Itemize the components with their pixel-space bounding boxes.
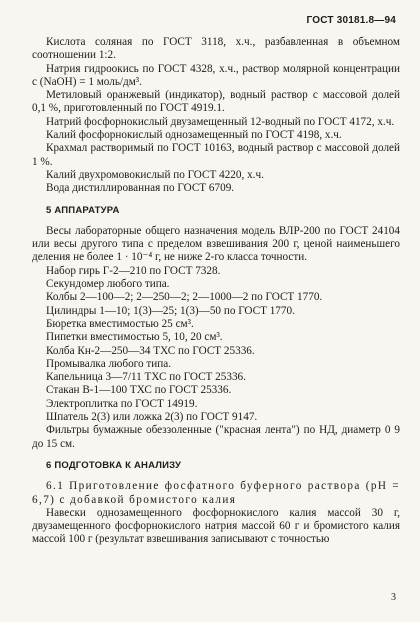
page-body (32, 36, 400, 547)
page-number: 3 (391, 592, 396, 603)
apparatus-item: Колба Кн-2—250—34 ТХС по ГОСТ 25336. (46, 344, 255, 357)
reagent-item: Кислота соляная по ГОСТ 3118, х.ч., разбавленная в объемном соотношении 1:2. (32, 36, 400, 62)
reagent-item: Калий двухромовокислый по ГОСТ 4220, х.ч. (46, 168, 264, 181)
apparatus-item: Шпатель 2(3) или ложка 2(3) по ГОСТ 9147. (46, 411, 258, 424)
section-heading: 5 АППАРАТУРА (46, 204, 120, 216)
apparatus-item: Колбы 2—100—2; 2—250—2; 2—1000—2 по ГОСТ 1770. (46, 291, 323, 304)
reagent-item: Вода дистиллированная по ГОСТ 6709. (46, 182, 235, 195)
section-heading: 6 ПОДГОТОВКА К АНАЛИЗУ (46, 459, 182, 471)
apparatus-item: Стакан В-1—100 ТХС по ГОСТ 25336. (46, 384, 232, 397)
apparatus-item: Пипетки вместимостью 5, 10, 20 см³. (46, 331, 223, 344)
reagent-item: Метиловый оранжевый (индикатор), водный раствор с массовой долей 0,1 %, приготовленный по ГОСТ 4919.1. (32, 89, 400, 115)
document-code: ГОСТ 30181.8—94 (306, 15, 396, 26)
apparatus-item: Промывалка любого типа. (46, 357, 172, 370)
apparatus-item: Цилиндры 1—10; 1(3)—25; 1(3)—50 по ГОСТ 1770. (46, 304, 295, 317)
apparatus-item: Весы лабораторные общего назначения модель ВЛР-200 по ГОСТ 24104 или весы другого типа с пределом взвешивания 200 г, ценой наименьшего деления не более 1 · 10⁻⁴ г, не ниже 2-го класса точности. (32, 224, 400, 264)
apparatus-item: Бюретка вместимостью 25 см³. (46, 317, 194, 330)
body-paragraph: Навески однозамещенного фосфорнокислого калия массой 30 г, двузамещенного фосфорнокислого натрия массой 60 г и бромистого калия массой 100 г (результат взвешивания записывают с точностью (32, 506, 400, 546)
apparatus-item: Секундомер любого типа. (46, 278, 170, 291)
apparatus-item: Капельница 3—7/11 ТХС по ГОСТ 25336. (46, 371, 246, 384)
apparatus-item: Фильтры бумажные обеззоленные ("красная лента") по НД, диаметр 0 9 до 15 см. (32, 424, 400, 450)
reagent-item: Натрия гидроокись по ГОСТ 4328, х.ч., раствор молярной концентрации c (NaOH) = 1 моль/дм³. (32, 62, 400, 88)
reagent-item: Натрий фосфорнокислый двузамещенный 12-водный по ГОСТ 4172, х.ч. (46, 115, 395, 128)
apparatus-item: Набор гирь Г-2—210 по ГОСТ 7328. (46, 264, 221, 277)
apparatus-item: Электроплитка по ГОСТ 14919. (46, 397, 198, 410)
reagent-item: Калий фосфорнокислый однозамещенный по ГОСТ 4198, х.ч. (46, 129, 342, 142)
reagent-item: Крахмал растворимый по ГОСТ 10163, водный раствор с массовой долей 1 %. (32, 142, 400, 168)
subsection-heading: 6.1 Приготовление фосфатного буферного раствора (pH = 6,7) с добавкой бромистого калия (32, 480, 400, 506)
